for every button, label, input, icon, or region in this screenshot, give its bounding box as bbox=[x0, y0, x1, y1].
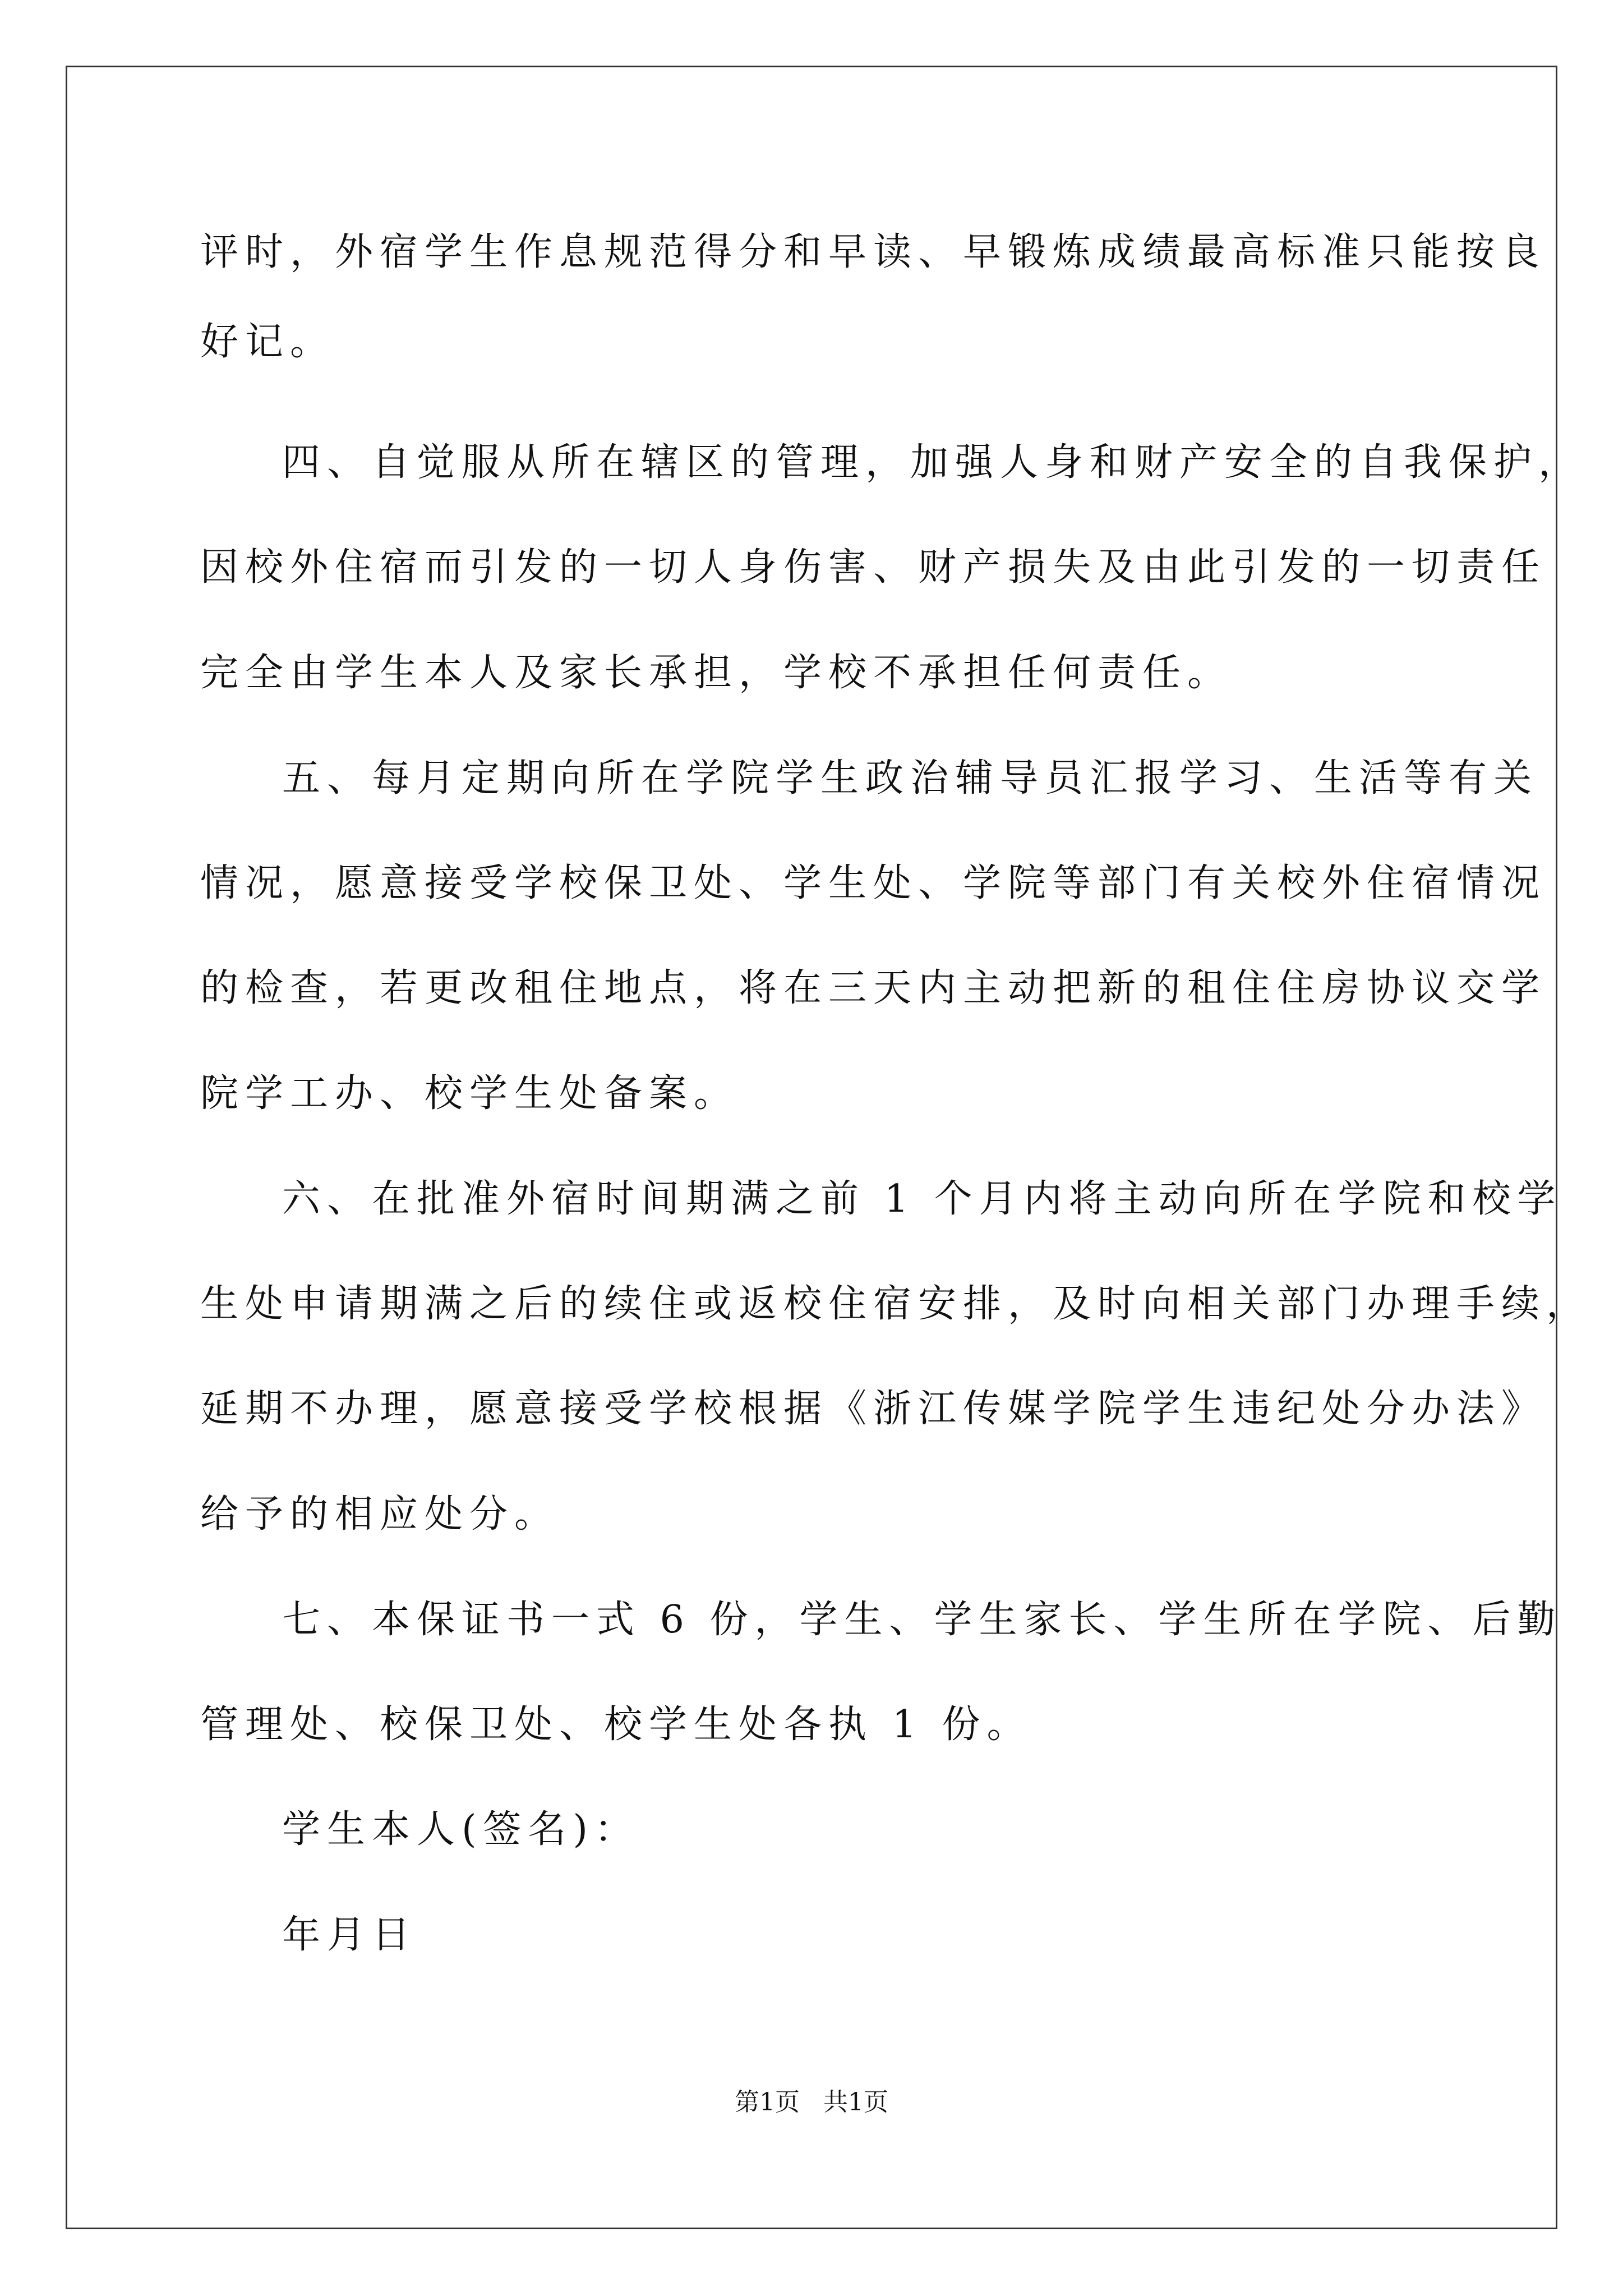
text-line-1: 评时，外宿学生作息规范得分和早读、早锻炼成绩最高标准只能按良 bbox=[200, 230, 1547, 274]
clause-6-line-1: 六、在批准外宿时间期满之前 1 个月内将主动向所在学院和校学 bbox=[282, 1177, 1562, 1221]
page-footer: 第1页 共1页 bbox=[735, 2088, 888, 2116]
clause-7-line-1: 七、本保证书一式 6 份，学生、学生家长、学生所在学院、后勤 bbox=[282, 1598, 1562, 1642]
clause-5-line-2: 情况，愿意接受学校保卫处、学生处、学院等部门有关校外住宿情况 bbox=[200, 861, 1547, 905]
page-border bbox=[66, 66, 1557, 2229]
clause-5-line-3: 的检查，若更改租住地点，将在三天内主动把新的租住住房协议交学 bbox=[200, 966, 1547, 1010]
clause-5-line-4: 院学工办、校学生处备案。 bbox=[200, 1071, 739, 1116]
clause-6-line-4: 给予的相应处分。 bbox=[200, 1492, 560, 1536]
clause-6-line-2: 生处申请期满之后的续住或返校住宿安排，及时向相关部门办理手续， bbox=[200, 1282, 1592, 1326]
text-line-2: 好记。 bbox=[200, 320, 335, 364]
signature-label: 学生本人(签名)： bbox=[282, 1807, 640, 1852]
date-label: 年月日 bbox=[282, 1913, 417, 1957]
clause-6-line-3: 延期不办理，愿意接受学校根据《浙江传媒学院学生违纪处分办法》 bbox=[200, 1387, 1547, 1431]
clause-4-line-2: 因校外住宿而引发的一切人身伤害、财产损失及由此引发的一切责任 bbox=[200, 545, 1547, 590]
clause-7-line-2: 管理处、校保卫处、校学生处各执 1 份。 bbox=[200, 1703, 1032, 1747]
clause-4-line-1: 四、自觉服从所在辖区的管理，加强人身和财产安全的自我保护， bbox=[282, 440, 1584, 485]
clause-5-line-1: 五、每月定期向所在学院学生政治辅导员汇报学习、生活等有关 bbox=[282, 756, 1539, 800]
clause-4-line-3: 完全由学生本人及家长承担，学校不承担任何责任。 bbox=[200, 651, 1233, 695]
